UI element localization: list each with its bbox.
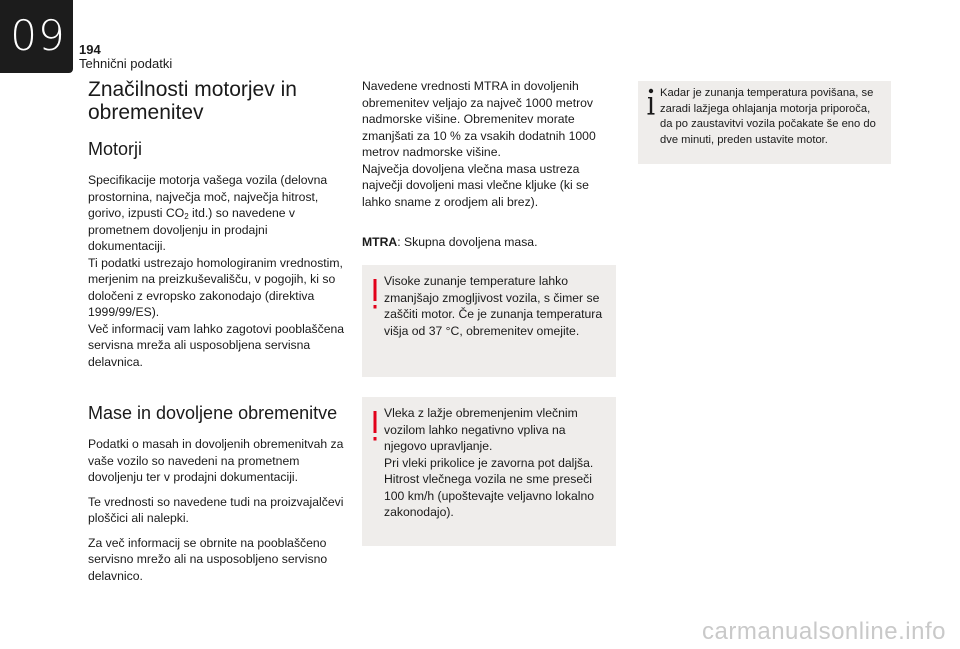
masses-paragraph-3: Za več informacij se obrnite na pooblaščeno servisno mrežo ali na usposobljeno servisno delavnico.	[88, 535, 328, 583]
motors-paragraph-2: Ti podatki ustrezajo homologiranim vrednostim, merjenim na preizkuševališču, v pogojih, ki so določeni z evropsko zakonodajo (direktiva 1999/99/ES).	[88, 255, 343, 319]
motors-paragraph-1: Specifikacije motorja vašega vozila (delovna prostornina, največja moč, največja hitrost, gorivo, izpusti $CO_2$ itd.) so navedene v prometnem dovoljenju in prodajni dokumentaciji.	[88, 173, 328, 253]
watermark: carmanualsonline.info	[702, 618, 946, 645]
warning-box-temperature	[362, 265, 616, 377]
chapter-tab	[0, 0, 73, 73]
info-text-cooling: Kadar je zunanja temperatura povišana, se zaradi lažjega ohlajanja motorja priporoča, da po zaustavitvi vozila počakate še eno do dve minuti, preden ustavite motor.	[660, 87, 876, 146]
motors-paragraph-3: Več informacij vam lahko zagotovi pooblaščena servisna mreža ali usposobljena servisna delavnica.	[88, 321, 345, 369]
masses-paragraph-2: Te vrednosti so navedene tudi na proizvajalčevi ploščici ali nalepki.	[88, 494, 344, 525]
column-left	[88, 78, 346, 584]
column-middle	[362, 78, 612, 251]
warning-text-towing: Vleka z lažje obremenjenim vlečnim vozilom lahko negativno vpliva na njegovo upravljanje. Pri vleki prikolice je zavorna pot daljša. Hitrost vlečnega vozila ne sme preseči 100 km/h (upoštevajte veljavno lokalno zakonodajo).	[384, 406, 595, 519]
warning-exclamation-icon	[369, 411, 381, 443]
heading-motors: Motorji	[88, 139, 143, 159]
chapter-number: 09	[10, 11, 66, 60]
heading-masses: Mase in dovoljene obremenitve	[88, 403, 338, 423]
mtra-paragraph: Navedene vrednosti MTRA in dovoljenih obremenitev veljajo za največ 1000 metrov nadmorske višine. Obremenitev morate zmanjšati za 10 % za vsakih dodatnih 1000 metrov nadmorske višine.	[362, 79, 596, 159]
warning-box-towing	[362, 397, 616, 546]
page-number: 194	[79, 42, 101, 57]
towing-paragraph: Največja dovoljena vlečna masa ustreza največji dovoljeni masi vlečne kljuke (ki se lahko sname z orodjem ali brez).	[362, 161, 589, 209]
info-icon	[646, 88, 656, 116]
info-box-cooling	[638, 81, 891, 164]
page-title: Značilnosti motorjev in obremenitev	[88, 78, 297, 124]
warning-text-temperature: Visoke zunanje temperature lahko zmanjšajo zmogljivost vozila, s čimer se zaščiti motor. Če je zunanja temperatura višja od 37 °C, obremenitev omejite.	[384, 274, 603, 338]
section-name: Tehnični podatki	[79, 56, 173, 71]
masses-paragraph-1: Podatki o masah in dovoljenih obremenitvah za vaše vozilo so navedeni na prometnem dovoljenju ter v prodajni dokumentaciji.	[88, 437, 344, 484]
mtra-definition: MTRA: Skupna dovoljena masa.	[362, 235, 538, 249]
warning-exclamation-icon	[369, 279, 381, 311]
